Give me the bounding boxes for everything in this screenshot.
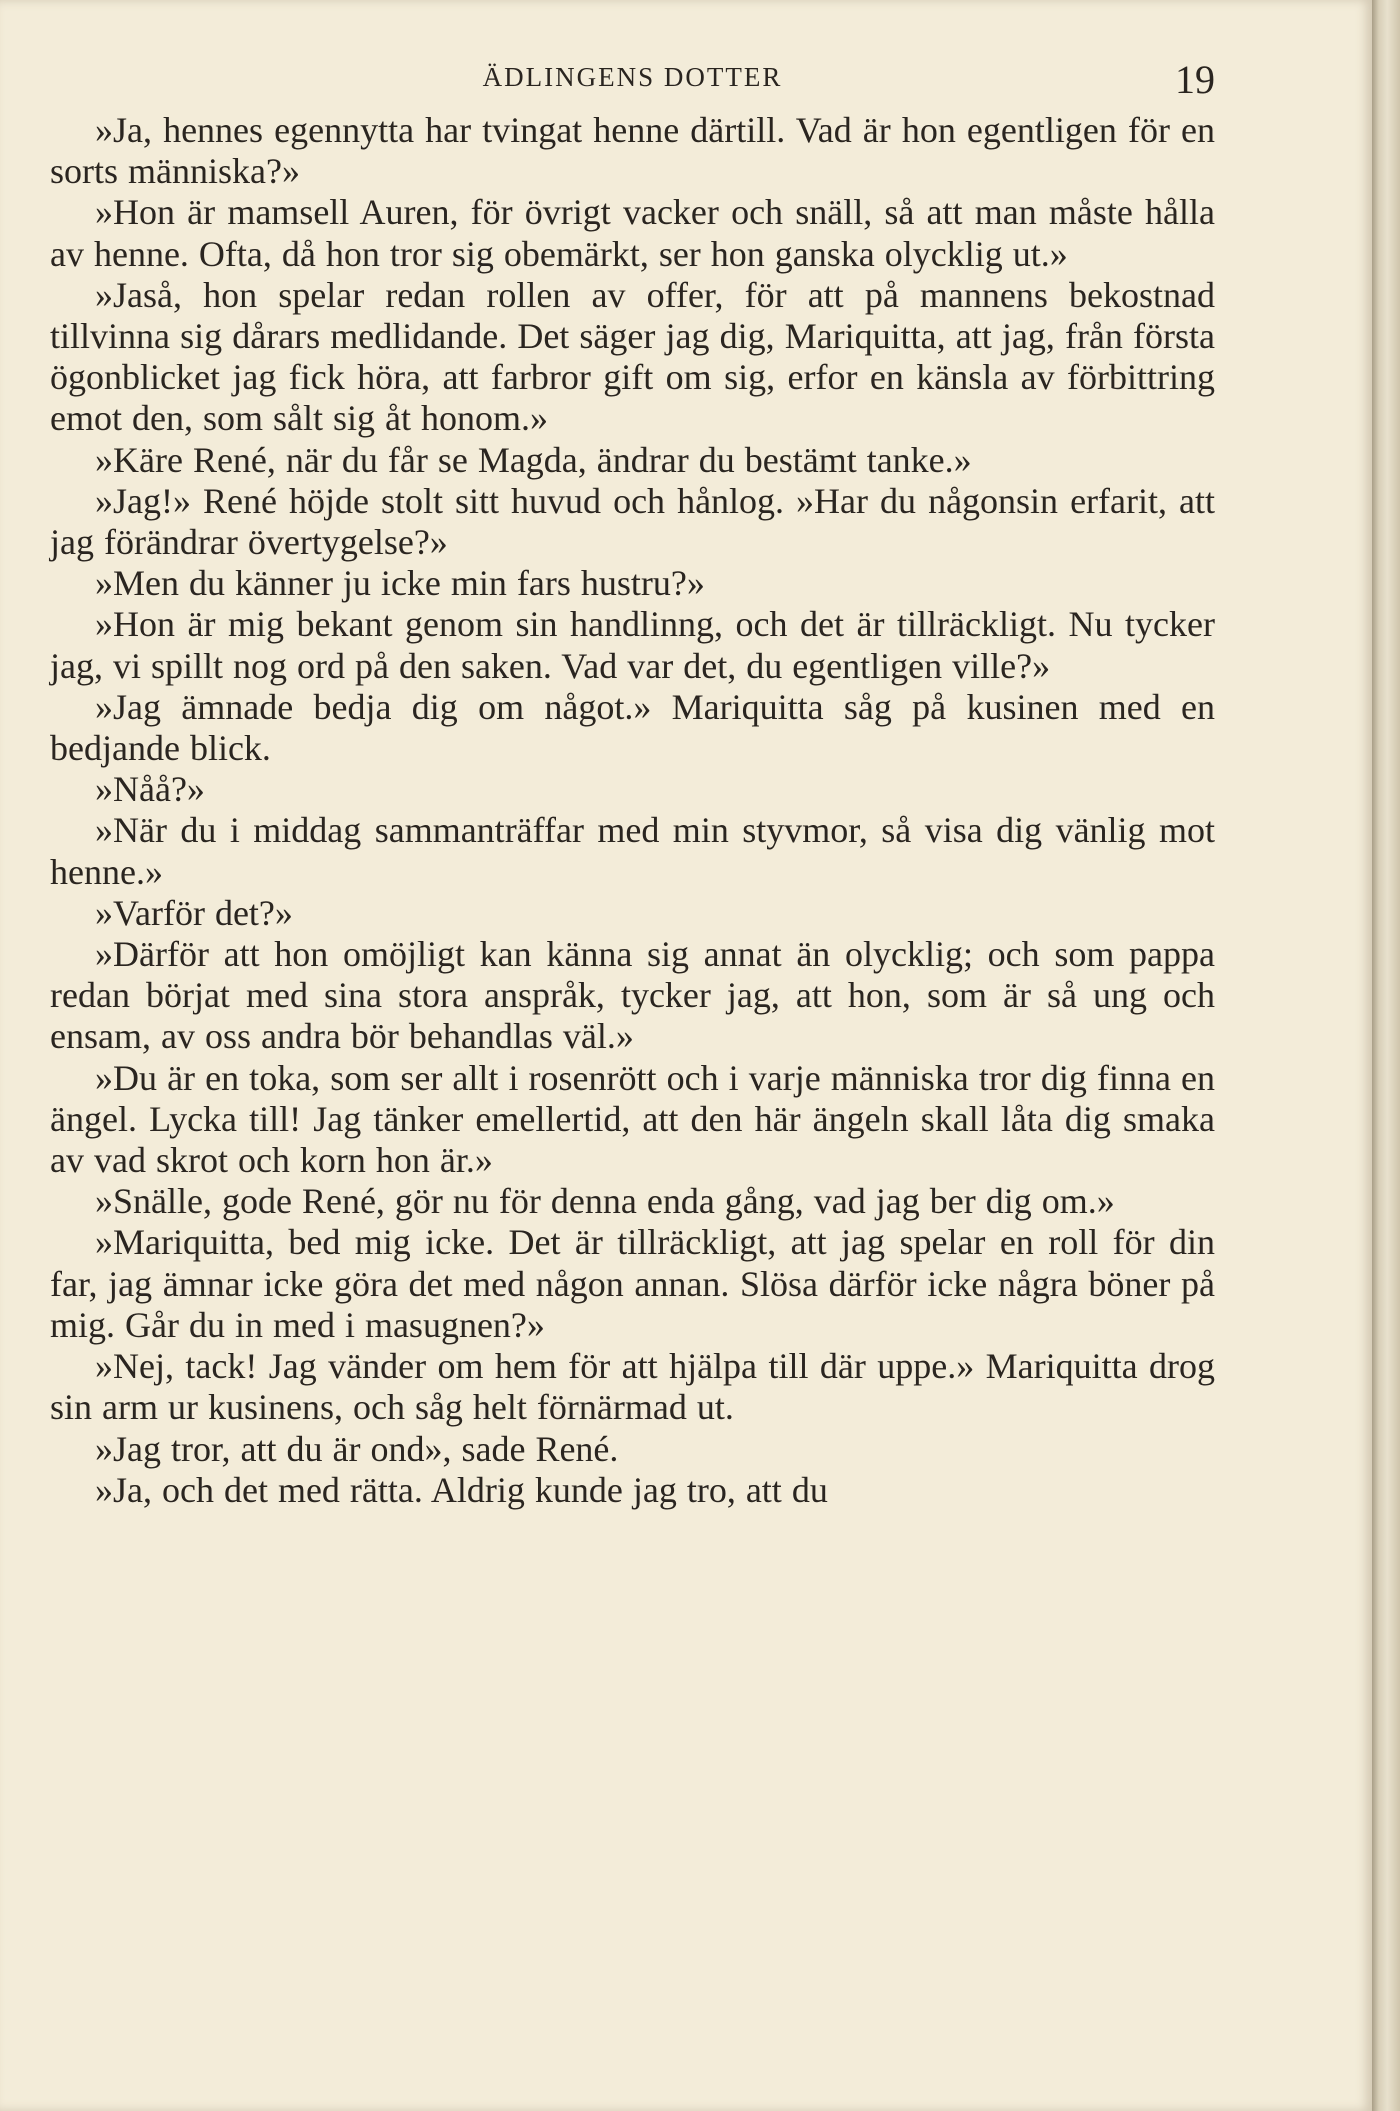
paragraph: »Nåå?» [95,769,205,810]
paragraph: »Varför det?» [95,892,293,933]
body-text [50,110,1215,1511]
running-title: ÄDLINGENS DOTTER [482,62,783,92]
page-number: 19 [1175,57,1215,102]
running-head [50,52,1215,102]
paragraph: »Snälle, gode René, gör nu för denna enda gång, vad jag ber dig om.» [95,1181,1115,1222]
paragraph: »Mariquitta, bed mig icke. Det är tillräckligt, att jag spelar en roll för din far, jag ämnar icke göra det med någon annan. Slösa därför icke några böner på mig. Går du in med i masugnen?» [50,1222,1215,1345]
paragraph: »Du är en toka, som ser allt i rosenrött och i varje människa tror dig finna en ängel. Lycka till! Jag tänker emellertid, att den här ängeln skall låta dig smaka av vad skrot och korn hon är.» [50,1057,1215,1181]
paragraph: »Därför att hon omöjligt kan känna sig annat än olycklig; och som pappa redan börjat med sina stora anspråk, tycker jag, att hon, som är så ung och ensam, av oss andra bör behandlas väl.» [50,934,1215,1057]
paragraph: »Jag ämnade bedja dig om något.» Mariquitta såg på kusinen med en bedjande blick. [50,686,1215,769]
paragraph: »Hon är mig bekant genom sin handlinng, och det är tillräckligt. Nu tycker jag, vi spillt nog ord på den saken. Vad var det, du egentligen ville?» [50,604,1215,686]
paragraph: »Nej, tack! Jag vänder om hem för att hjälpa till där uppe.» Mariquitta drog sin arm ur kusinens, och såg helt förnärmad ut. [50,1346,1215,1428]
paragraph: »Käre René, när du får se Magda, ändrar du bestämt tanke.» [95,439,972,480]
page-edge [1372,0,1400,2111]
paragraph: »Ja, och det med rätta. Aldrig kunde jag tro, att du [95,1469,828,1510]
paragraph: »När du i middag sammanträffar med min styvmor, så visa dig vänlig mot henne.» [50,810,1215,892]
paragraph: »Jag tror, att du är ond», sade René. [95,1428,619,1469]
paragraph: »Men du känner ju icke min fars hustru?» [95,563,705,604]
paragraph: »Hon är mamsell Auren, för övrigt vacker och snäll, så att man måste hålla av henne. Ofta, då hon tror sig obemärkt, ser hon ganska olycklig ut.» [50,192,1215,274]
paragraph: »Jag!» René höjde stolt sitt huvud och hånlog. »Har du någonsin erfarit, att jag förändrar övertygelse?» [50,480,1215,563]
paragraph: »Jaså, hon spelar redan rollen av offer, för att på mannens bekostnad tillvinna sig dårars medlidande. Det säger jag dig, Mariquitta, att jag, från första ögonblicket jag fick höra, att farbror gift om sig, erfor en känsla av förbittring emot den, som sålt sig åt honom.» [50,274,1215,439]
paragraph: »Ja, hennes egennytta har tvingat henne därtill. Vad är hon egentligen för en sorts människa?» [50,110,1215,192]
